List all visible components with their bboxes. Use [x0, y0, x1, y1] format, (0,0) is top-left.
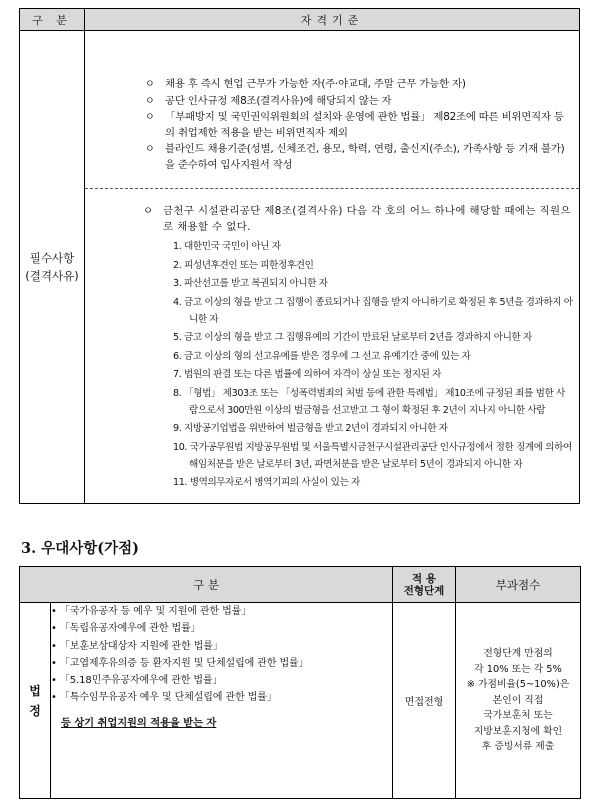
list-item: 5. 금고 이상의 형을 받고 그 집행유예의 기간이 만료된 날로부터 2년을 경과하지 아니한 자: [173, 332, 532, 343]
list-item: 2. 피성년후견인 또는 피한정후견인: [173, 259, 314, 271]
row-label-required: 필수사항 (결격사유): [20, 31, 85, 504]
list-item: 7. 법원의 판결 또는 다른 법률에 의하여 자격이 상실 또는 정지된 자: [173, 369, 442, 380]
list-item: 8. 「형법」 제303조 또는 「성폭력범죄의 처벌 등에 관한 특례법」 제10조에 규정된 죄를 범한 사람으로서 300만원 이상의 벌금형을 선고받고 그 형이 확정된 후 2년이 지나지 아니한 사람: [173, 387, 565, 416]
qualification-table: [19, 8, 580, 504]
list-item: • 「5.18민주유공자예우에 관한 법률」: [51, 675, 223, 687]
header-category: 구 분: [20, 567, 393, 603]
list-item: ㅇ 채용 후 즉시 현업 근무가 가능한 자(주·야교대, 주말 근무 가능한 자): [145, 78, 466, 90]
header-criteria: 자격기준: [85, 9, 580, 31]
preference-table: [19, 566, 581, 799]
list-item: ㅇ 공단 인사규정 제8조(결격사유)에 해당되지 않는 자: [145, 94, 392, 107]
list-item: 3. 파산선고를 받고 복권되지 아니한 자: [173, 278, 328, 289]
general-requirements: [85, 31, 579, 188]
header-category: 구 분: [20, 9, 85, 31]
law-note: 등 상기 취업지원의 적용을 받는 자: [61, 716, 217, 729]
list-item: • 「독립유공자예우에 관한 법률」: [51, 623, 201, 635]
criteria-cell: [85, 31, 580, 504]
list-item: 1. 대한민국 국민이 아닌 자: [173, 241, 281, 252]
header-score: 부과점수: [456, 567, 581, 603]
header-stage: 적 용 전형단계: [393, 567, 456, 603]
list-item: • 「고엽제후유의증 등 환자지원 및 단체설립에 관한 법률」: [51, 657, 309, 669]
list-item: • 「특수임무유공자 예우 및 단체설립에 관한 법률」: [51, 692, 277, 704]
disqualification-intro: ㅇ 금천구 시설관리공단 제8조(결격사유) 다음 각 호의 어느 하나에 해당할 때에는 직원으로 채용할 수 없다.: [143, 205, 571, 233]
row-label-statutory: 법 정: [20, 603, 51, 799]
list-item: • 「국가유공자 등 예우 및 지원에 관한 법률」: [51, 606, 252, 617]
law-list: [51, 603, 393, 799]
list-item: • 「보훈보상대상자 지원에 관한 법률」: [51, 640, 223, 652]
list-item: 4. 금고 이상의 형을 받고 그 집행이 종료되거나 집행을 받지 아니하기로 확정된 후 5년을 경과하지 아니한 자: [173, 296, 573, 325]
list-item: ㅇ 「부패방지 및 국민권익위원회의 설치와 운영에 관한 법률」 제82조에 따른 비위면직자 등의 취업제한 적용을 받는 비위면직자 제외: [145, 111, 564, 139]
list-item: 11. 병역의무자로서 병역기피의 사실이 있는 자: [173, 477, 360, 488]
disqualification-list: [85, 188, 579, 503]
list-item: ㅇ 블라인드 채용기준(성별, 신체조건, 용모, 학력, 연령, 출신지(주소), 가족사항 등 기재 불가)을 준수하여 입사지원서 작성: [145, 143, 565, 171]
list-item: 9. 지방공기업법을 위반하여 벌금형을 받고 2년이 경과되지 아니한 자: [173, 423, 448, 434]
list-item: 6. 금고 이상의 형의 선고유예를 받은 경우에 그 선고 유예기간 중에 있는 자: [173, 350, 471, 362]
stage-value: 면접전형: [393, 603, 456, 799]
score-value: 전형단계 만점의 각 10% 또는 각 5% ※ 가점비율(5~10%)은 본인이 직접 국가보훈처 또는 지방보훈지청에 확인 후 증빙서류 제출: [456, 603, 581, 799]
list-item: 10. 국가공무원법 지방공무원법 및 서울특별시금천구시설관리공단 인사규정에서 정한 징계에 의하여 해임처분을 받은 날로부터 3년, 파면처분을 받은 날로부터 5년이 경과되지 아니한 자: [173, 441, 572, 470]
section-title: 3. 우대사항(가점): [21, 540, 139, 557]
